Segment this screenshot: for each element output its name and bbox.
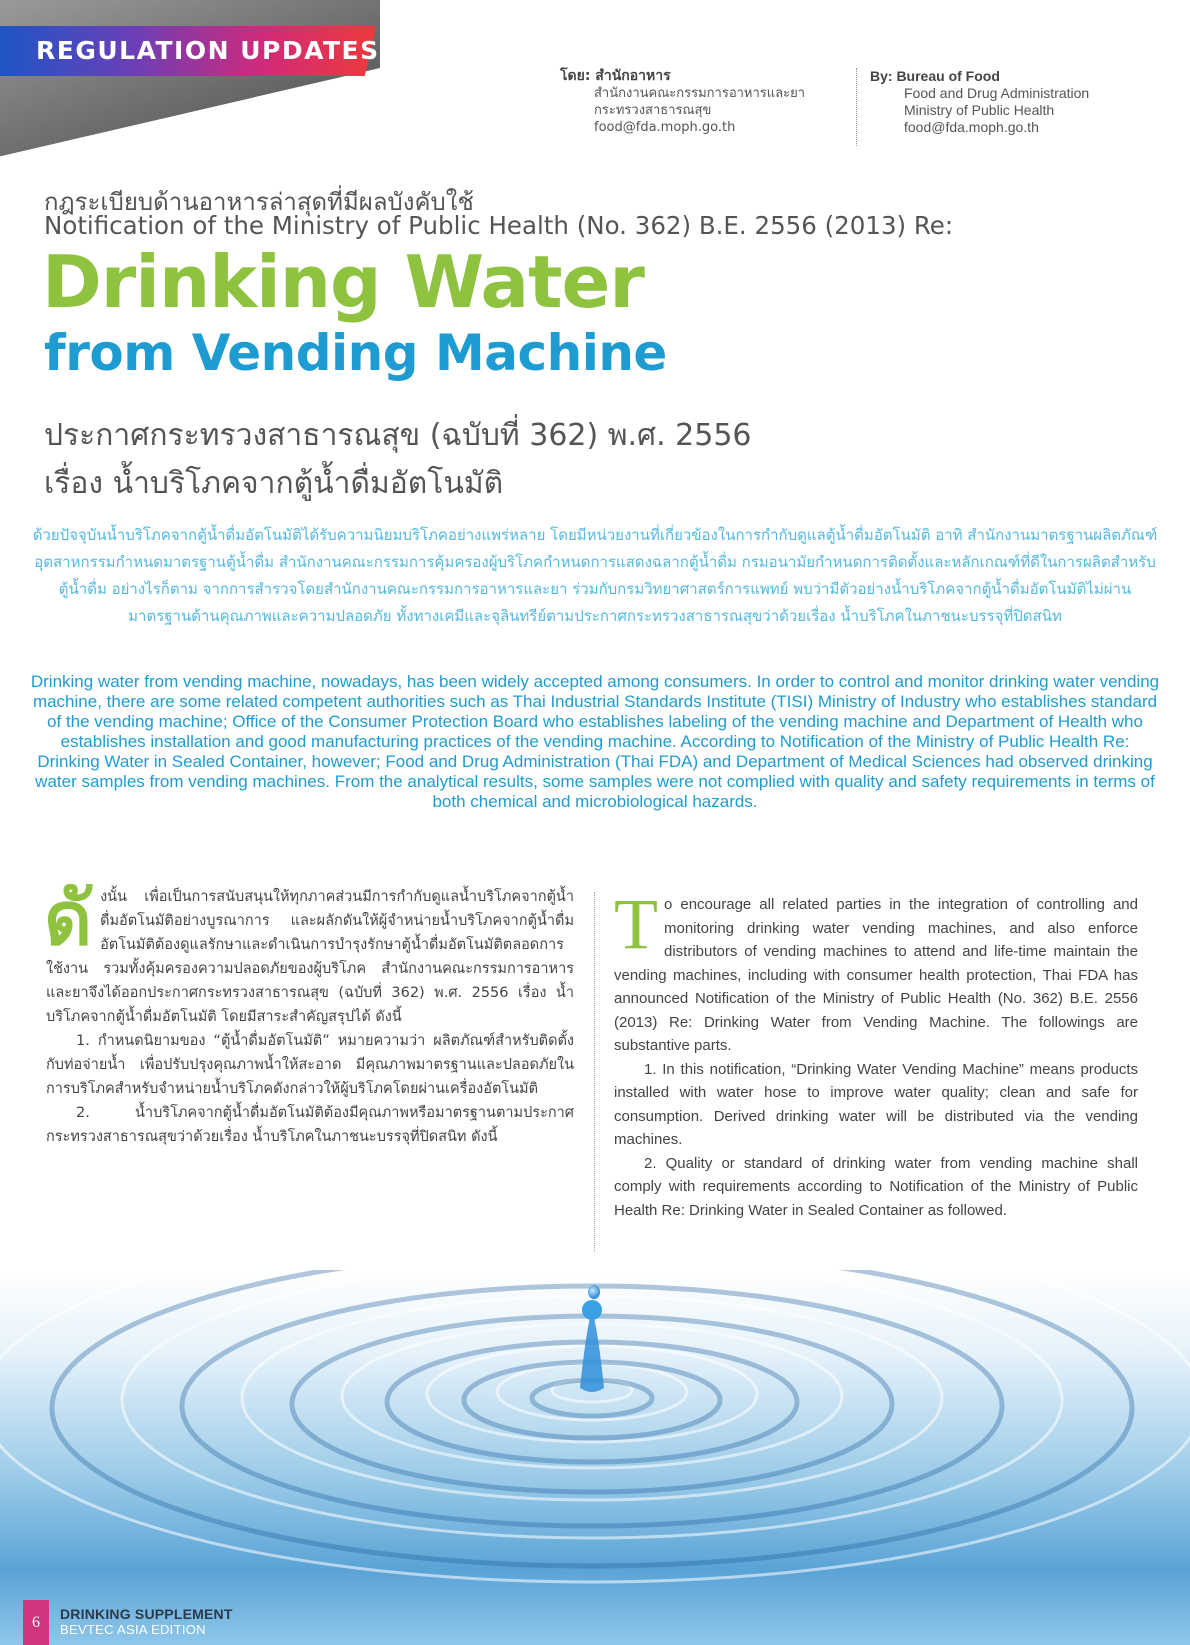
byline-thai (560, 68, 860, 136)
page-title: Drinking Water (42, 240, 644, 324)
byline-english (870, 68, 1170, 136)
body-thai-paragraph: 1. กำหนดนิยามของ “ตู้น้ำดื่มอัตโนมัติ” หมายความว่า ผลิตภัณฑ์สำหรับติดตั้งกับท่อจ่ายน้ำ เพื่อปรับปรุงคุณภาพน้ำให้สะอาด มีคุณภาพมาตรฐานและปลอดภัยในการบริโภคสำหรับจำหน่ายน้ำบริโภคดังกล่าวให้ผู้บริโภคโดยผ่านเครื่องอัตโนมัติ (46, 1033, 574, 1097)
kicker-thai: กฎระเบียบด้านอาหารล่าสุดที่มีผลบังคับใช้ (44, 188, 474, 216)
byline-thai-lead: โดย: สำนักอาหาร (560, 68, 671, 84)
body-english-paragraph: 1. In this notification, “Drinking Water Vending Machine” means products installed with water hose to improve water quality; clean and safe for consumption. Derived drinking water will be distributed via the vending machines. (614, 1060, 1138, 1148)
intro-english: Drinking water from vending machine, nowadays, has been widely accepted among consumers. In order to control and monitor drinking water vending machine, there are some related competent authorities such as Thai Industrial Standards Institute (TISI) Ministry of Industry who establishes standard of the vending machine; Office of the Consumer Protection Board who establishes labeling of the vending machine and Department of Health who establishes installation and good manufacturing practices of the vending machine. According to Notification of the Ministry of Public Health Re: Drinking Water in Sealed Container, however; Food and Drug Administration (Thai FDA) and Department of Medical Sciences had observed drinking water samples from vending machines. From the analytical results, some samples were not complied with quality and safety requirements in terms of both chemical and microbiological hazards. (30, 672, 1160, 811)
page-number: 6 (23, 1600, 49, 1645)
page-subtitle: from Vending Machine (44, 324, 667, 382)
section-label: REGULATION UPDATES (36, 36, 380, 65)
byline-thai-line: กระทรวงสาธารณสุข (594, 103, 712, 118)
byline-thai-line: สำนักงานคณะกรรมการอาหารและยา (594, 86, 806, 101)
body-english-paragraph: o encourage all related parties in the integration of controlling and monitoring drinking water vending machines, and also enforce distributors of vending machines to attend and life-time maintain the vending machines, including with consumer health protection, Thai FDA has announced Notification of the Ministry of Public Health (No. 362) B.E. 2556 (2013) Re: Drinking Water from Vending Machine. The followings are substantive parts. (614, 896, 1138, 1054)
title-thai-line2: เรื่อง น้ำบริโภคจากตู้น้ำดื่มอัตโนมัติ (44, 466, 504, 501)
byline-english-line: Ministry of Public Health (904, 102, 1055, 118)
body-thai-paragraph: 2. น้ำบริโภคจากตู้น้ำดื่มอัตโนมัติต้องมีคุณภาพหรือมาตรฐานตามประกาศกระทรวงสาธารณสุขว่าด้วยเรื่อง น้ำบริโภคในภาชนะบรรจุที่ปิดสนิท ดังนี้ (46, 1105, 574, 1145)
water-drop-top (582, 1300, 602, 1320)
header-gray-band (0, 0, 380, 170)
water-ripple-image (0, 1270, 1190, 1645)
byline-divider (856, 68, 857, 146)
water-splash (580, 1310, 604, 1392)
intro-thai: ด้วยปัจจุบันน้ำบริโภคจากตู้น้ำดื่มอัตโนมัติได้รับความนิยมบริโภคอย่างแพร่หลาย โดยมีหน่วยงานที่เกี่ยวข้องในการกำกับดูแลตู้น้ำดื่มอัตโนมัติ อาทิ สำนักงานมาตรฐานผลิตภัณฑ์อุตสาหกรรมกำหนดมาตรฐานตู้น้ำดื่ม สำนักงานคณะกรรมการคุ้มครองผู้บริโภคกำหนดการแสดงฉลากตู้น้ำดื่ม กรมอนามัยกำหนดการติดตั้งและหลักเกณฑ์ที่ดีในการผลิตสำหรับตู้น้ำดื่ม อย่างไรก็ตาม จากการสำรวจโดยสำนักงานคณะกรรมการอาหารและยา ร่วมกับกรมวิทยาศาสตร์การแพทย์ พบว่ามีตัวอย่างน้ำบริโภคจากตู้น้ำดื่มอัตโนมัติไม่ผ่านมาตรฐานด้านคุณภาพและความปลอดภัย ทั้งทางเคมีและจุลินทรีย์ตามประกาศกระทรวงสาธารณสุขว่าด้วยเรื่อง น้ำบริโภคในภาชนะบรรจุที่ปิดสนิท (32, 526, 1158, 625)
dropcap-thai: ดั (44, 876, 93, 962)
dropcap-english: T (614, 884, 658, 964)
water-drop-icon (588, 1285, 600, 1299)
title-thai-line1: ประกาศกระทรวงสาธารณสุข (ฉบับที่ 362) พ.ศ. 2556 (44, 418, 752, 453)
body-thai-paragraph: งนั้น เพื่อเป็นการสนับสนุนให้ทุกภาคส่วนมีการกำกับดูแลน้ำบริโภคจากตู้น้ำดื่มอัตโนมัติอย่างบูรณาการ และผลักดันให้ผู้จำหน่ายน้ำบริโภคจากตู้น้ำดื่มอัตโนมัติต้องดูแลรักษาและดำเนินการบำรุงรักษาตู้น้ำดื่มอัตโนมัติตลอดการใช้งาน รวมทั้งคุ้มครองความปลอดภัยของผู้บริโภค สำนักงานคณะกรรมการอาหารและยาจึงได้ออกประกาศกระทรวงสาธารณสุข (ฉบับที่ 362) พ.ศ. 2556 เรื่อง น้ำบริโภคจากตู้น้ำดื่มอัตโนมัติ โดยมีสาระสำคัญสรุปได้ ดังนี้ (46, 889, 574, 1025)
footer-edition: BEVTEC ASIA EDITION (60, 1622, 206, 1637)
byline-english-email: food@fda.moph.go.th (904, 119, 1039, 135)
footer-publication-title: DRINKING SUPPLEMENT (60, 1606, 233, 1622)
byline-thai-email: food@fda.moph.go.th (594, 120, 736, 135)
byline-english-lead: By: Bureau of Food (870, 68, 1000, 84)
body-column-english (614, 884, 1138, 1222)
title-thai (44, 412, 752, 508)
ripple-rings (0, 1270, 1190, 1645)
byline-english-line: Food and Drug Administration (904, 85, 1090, 101)
kicker-english: Notification of the Ministry of Public Health (No. 362) B.E. 2556 (2013) Re: (44, 211, 954, 240)
body-english-paragraph: 2. Quality or standard of drinking water from vending machine shall comply with requirements according to Notification of the Ministry of Public Health Re: Drinking Water in Sealed Container as followed. (614, 1154, 1138, 1219)
column-divider (594, 892, 595, 1252)
body-column-thai (44, 876, 574, 1149)
